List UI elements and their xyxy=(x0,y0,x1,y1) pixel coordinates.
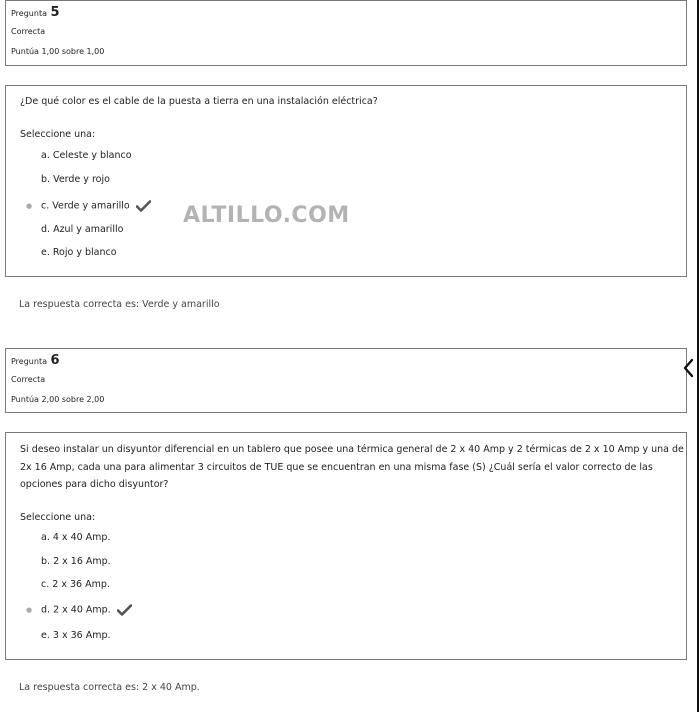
question-grade: Puntúa 1,00 sobre 1,00 xyxy=(11,47,105,56)
question-heading xyxy=(11,353,60,368)
select-label: Seleccione una: xyxy=(20,512,96,523)
option-b[interactable]: b. Verde y rojo xyxy=(41,174,110,185)
option-d[interactable]: d. Azul y amarillo xyxy=(41,224,124,235)
correct-answer: La respuesta correcta es: 2 x 40 Amp. xyxy=(19,682,200,693)
question-state: Correcta xyxy=(11,27,46,36)
radio-dot-icon: ● xyxy=(26,202,33,210)
question-heading xyxy=(11,5,60,20)
question-text-line: Si deseo instalar un disyuntor diferencial en un tablero que posee una térmica general de 2 x 40 Amp y 2 térmicas de 2 x 10 Amp y una de xyxy=(20,444,684,455)
question-text-line: 2x 16 Amp, cada una para alimentar 3 circuitos de TUE que se encuentran en una misma fase (S) ¿Cuál sería el valor correcto de las xyxy=(20,462,653,473)
option-b[interactable]: b. 2 x 16 Amp. xyxy=(41,556,111,567)
question-content-6 xyxy=(5,432,687,660)
radio-dot-icon: ● xyxy=(26,606,33,614)
question-label: Pregunta xyxy=(11,9,47,18)
check-icon xyxy=(136,200,151,212)
check-icon xyxy=(117,604,132,616)
page-edge-divider xyxy=(697,0,699,712)
option-e[interactable]: e. 3 x 36 Amp. xyxy=(41,630,111,641)
chevron-left-icon[interactable] xyxy=(681,357,695,379)
correct-answer: La respuesta correcta es: Verde y amarillo xyxy=(19,299,220,310)
question-info-5 xyxy=(5,0,687,66)
question-number: 6 xyxy=(50,353,60,368)
option-c[interactable]: c. 2 x 36 Amp. xyxy=(41,579,110,590)
watermark: ALTILLO.COM xyxy=(183,203,350,228)
select-label: Seleccione una: xyxy=(20,129,96,140)
question-grade: Puntúa 2,00 sobre 2,00 xyxy=(11,395,105,404)
question-state: Correcta xyxy=(11,375,46,384)
option-label: d. 2 x 40 Amp. xyxy=(41,604,111,616)
question-text-line: opciones para dicho disyuntor? xyxy=(20,479,169,490)
question-number: 5 xyxy=(50,5,60,20)
option-label: c. Verde y amarillo xyxy=(41,200,130,212)
option-a[interactable]: a. 4 x 40 Amp. xyxy=(41,532,111,543)
option-a[interactable]: a. Celeste y blanco xyxy=(41,150,132,161)
option-e[interactable]: e. Rojo y blanco xyxy=(41,247,117,258)
question-info-6 xyxy=(5,348,687,413)
question-text: ¿De qué color es el cable de la puesta a tierra en una instalación eléctrica? xyxy=(20,96,378,107)
option-d[interactable] xyxy=(41,604,132,616)
question-label: Pregunta xyxy=(11,357,47,366)
question-content-5 xyxy=(5,85,687,277)
option-c[interactable] xyxy=(41,200,151,212)
